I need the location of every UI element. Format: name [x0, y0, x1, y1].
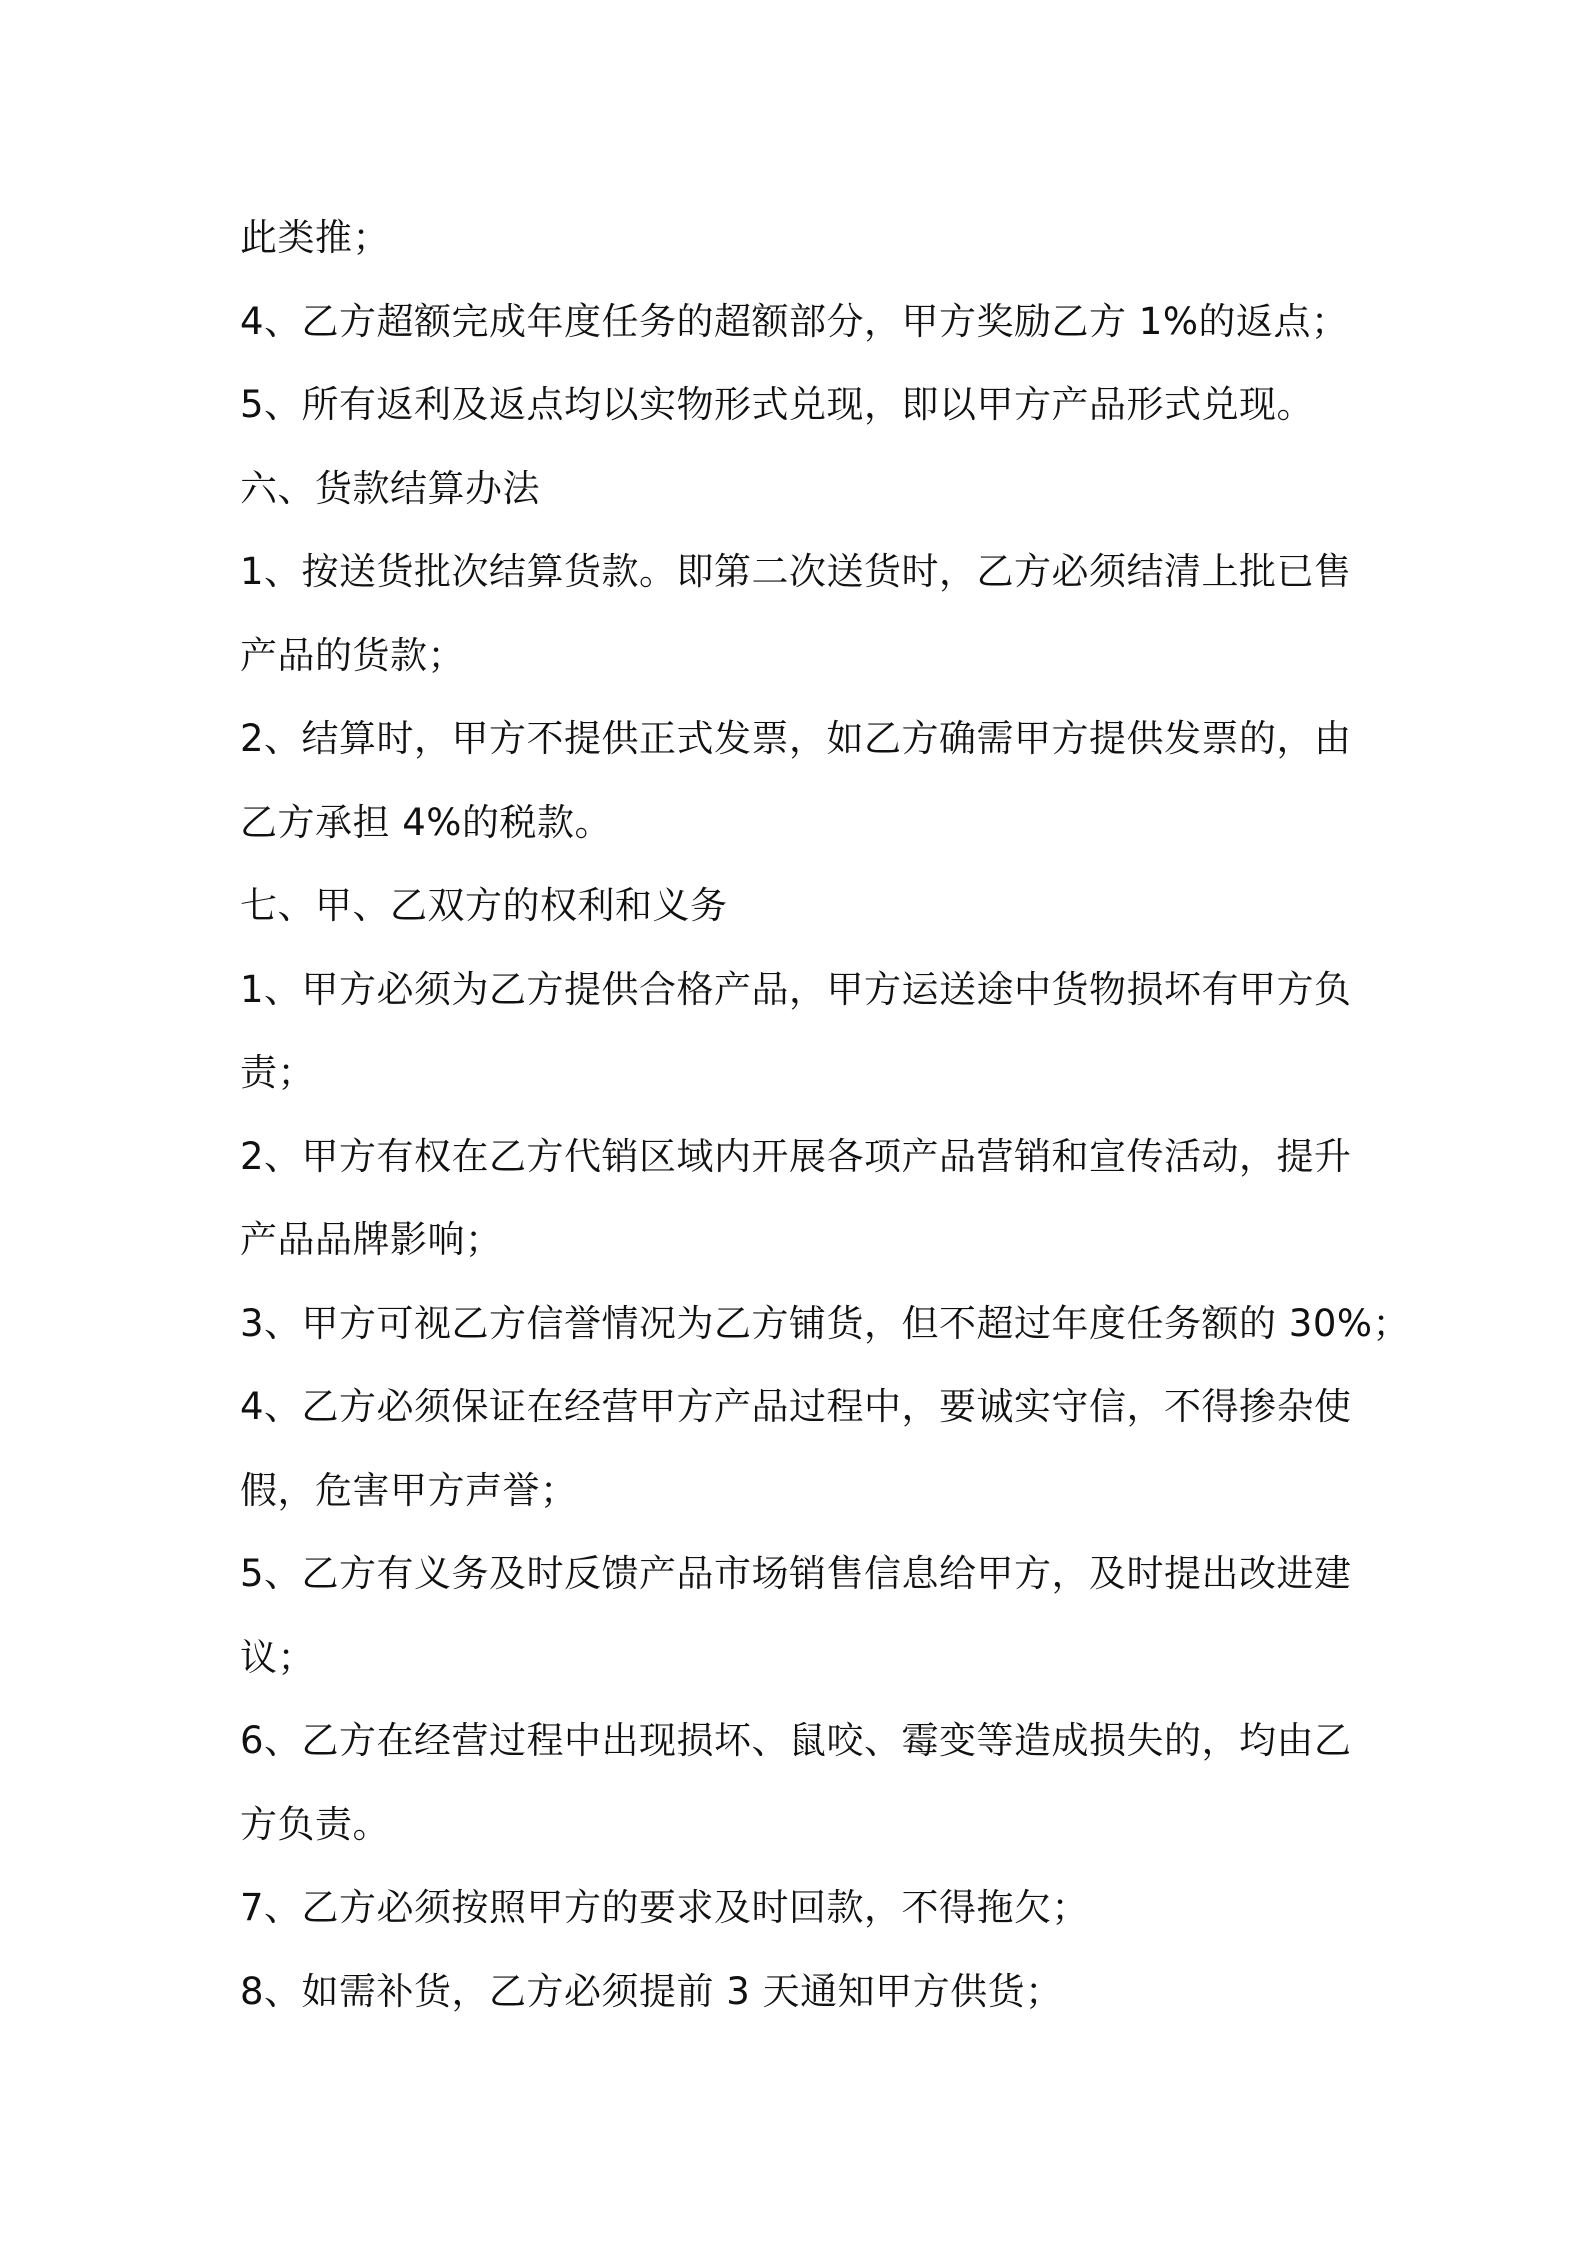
- text-line: 8、如需补货，乙方必须提前 3 天通知甲方供货；: [240, 1969, 1063, 2013]
- text-line: 此类推；: [240, 216, 390, 259]
- text-line: 方负责。: [240, 1802, 390, 1846]
- section-heading: 七、甲、乙双方的权利和义务: [240, 884, 728, 927]
- text-line: 6、乙方在经营过程中出现损坏、鼠咬、霉变等造成损失的，均由乙: [240, 1719, 1352, 1762]
- text-line: 5、所有返利及返点均以实物形式兑现，即以甲方产品形式兑现。: [240, 383, 1315, 426]
- text-line: 5、乙方有义务及时反馈产品市场销售信息给甲方，及时提出改进建: [240, 1552, 1352, 1595]
- text-line: 4、乙方必须保证在经营甲方产品过程中，要诚实守信，不得掺杂使: [240, 1385, 1352, 1428]
- text-line: 1、按送货批次结算货款。即第二次送货时，乙方必须结清上批已售: [240, 550, 1352, 593]
- section-heading: 六、货款结算办法: [240, 466, 540, 510]
- text-line: 议；: [240, 1635, 315, 1679]
- text-line: 7、乙方必须按照甲方的要求及时回款，不得拖欠；: [240, 1886, 1090, 1929]
- document-body: [240, 196, 1411, 2033]
- text-line: 产品品牌影响；: [240, 1218, 503, 1261]
- text-line: 假，危害甲方声誉；: [240, 1468, 578, 1512]
- text-line: 2、甲方有权在乙方代销区域内开展各项产品营销和宣传活动，提升: [240, 1134, 1352, 1178]
- text-line: 乙方承担 4%的税款。: [240, 800, 612, 844]
- text-line: 3、甲方可视乙方信誉情况为乙方铺货，但不超过年度任务额的 30%；: [240, 1301, 1411, 1345]
- text-line: 1、甲方必须为乙方提供合格产品，甲方运送途中货物损坏有甲方负: [240, 967, 1352, 1011]
- text-line: 2、结算时，甲方不提供正式发票，如乙方确需甲方提供发票的，由: [240, 717, 1352, 760]
- text-line: 责；: [240, 1051, 315, 1094]
- text-line: 产品的货款；: [240, 633, 465, 677]
- text-line: 4、乙方超额完成年度任务的超额部分，甲方奖励乙方 1%的返点；: [240, 299, 1349, 343]
